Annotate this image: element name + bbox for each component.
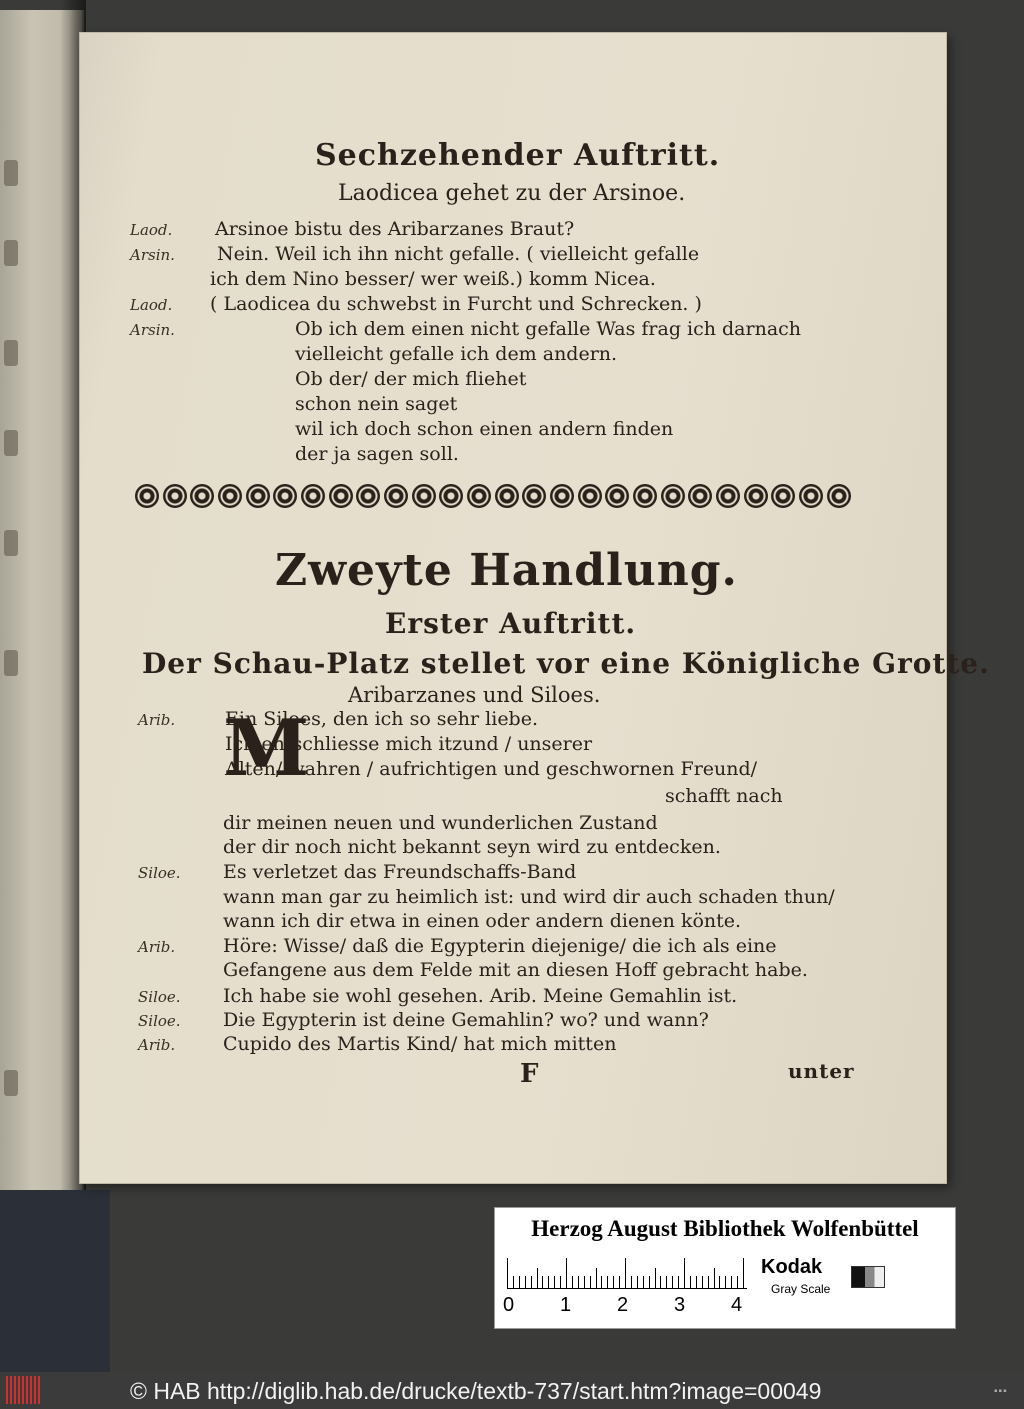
ruler-tick bbox=[708, 1276, 709, 1288]
ornament-icon bbox=[771, 484, 795, 508]
dialogue-line: Arsinoe bistu des Aribarzanes Braut? bbox=[215, 218, 575, 240]
ornament-icon bbox=[467, 484, 491, 508]
ruler-tick bbox=[690, 1276, 691, 1288]
dialogue-line: schafft nach bbox=[665, 785, 783, 807]
ornament-icon bbox=[605, 484, 629, 508]
ruler-tick bbox=[531, 1276, 532, 1288]
ruler-tick bbox=[725, 1276, 726, 1288]
speaker-label: Arib. bbox=[138, 938, 176, 956]
dialogue-line: schon nein saget bbox=[295, 393, 458, 415]
ruler-tick bbox=[519, 1276, 520, 1288]
edge-glyph bbox=[4, 530, 18, 556]
ruler-tick bbox=[601, 1276, 602, 1288]
speaker-label: Siloe. bbox=[138, 988, 181, 1006]
dialogue-line: wann man gar zu heimlich ist: und wird dir auch schaden thun/ bbox=[223, 886, 835, 908]
speaker-label: Siloe. bbox=[138, 864, 181, 882]
scale-ruler bbox=[507, 1254, 747, 1289]
scene-heading: Sechzehender Auftritt. bbox=[315, 138, 721, 173]
dialogue-line: ich dem Nino besser/ wer weiß.) komm Nicea. bbox=[210, 268, 656, 290]
ruler-tick bbox=[649, 1276, 650, 1288]
copyright-url[interactable]: © HAB http://diglib.hab.de/drucke/textb-737/start.htm?image=00049 bbox=[130, 1378, 822, 1404]
ruler-tick bbox=[554, 1276, 555, 1288]
ruler-tick bbox=[672, 1276, 673, 1288]
gray-scale-swatch bbox=[851, 1266, 885, 1288]
speaker-label: Arib. bbox=[138, 711, 176, 729]
dialogue-line: Ob ich dem einen nicht gefalle Was frag ich darnach bbox=[295, 318, 802, 340]
dialogue-line: ( Laodicea du schwebst in Furcht und Schrecken. ) bbox=[210, 293, 702, 315]
dialogue-line: der ja sagen soll. bbox=[295, 443, 459, 465]
kodak-logo: Kodak bbox=[761, 1256, 823, 1278]
ruler-tick bbox=[719, 1276, 720, 1288]
dialogue-line: Ein Siloes, den ich so sehr liebe. bbox=[225, 708, 539, 730]
ornament-icon bbox=[439, 484, 463, 508]
ruler-tick bbox=[578, 1276, 579, 1288]
footer-bar bbox=[0, 1372, 1024, 1409]
ruler-tick bbox=[548, 1276, 549, 1288]
footer-mark: ▪▪▪ bbox=[994, 1386, 1008, 1397]
ruler-number: 3 bbox=[674, 1294, 686, 1316]
ruler-tick bbox=[731, 1276, 732, 1288]
book-page bbox=[80, 33, 990, 1183]
dialogue-line: vielleicht gefalle ich dem andern. bbox=[295, 343, 618, 365]
drop-cap: M bbox=[223, 703, 310, 794]
ruler-tick bbox=[542, 1276, 543, 1288]
ruler-tick bbox=[643, 1276, 644, 1288]
edge-glyph bbox=[4, 160, 18, 186]
speaker-label: Arib. bbox=[138, 1036, 176, 1054]
dialogue-line: Ich entschliesse mich itzund / unserer bbox=[225, 733, 593, 755]
ornament-icon bbox=[633, 484, 657, 508]
ruler-tick bbox=[743, 1258, 744, 1288]
edge-glyph bbox=[4, 240, 18, 266]
library-name: Herzog August Bibliothek Wolfenbüttel bbox=[531, 1216, 919, 1241]
scene2-setting: Der Schau-Platz stellet vor eine Königliche Grotte. bbox=[142, 647, 990, 680]
ruler-tick bbox=[525, 1276, 526, 1288]
ruler-tick bbox=[607, 1276, 608, 1288]
speaker-label: Arsin. bbox=[130, 246, 175, 264]
ruler-tick bbox=[625, 1258, 626, 1288]
ruler-tick bbox=[566, 1258, 567, 1288]
ornament-icon bbox=[246, 484, 270, 508]
ruler-tick bbox=[660, 1276, 661, 1288]
ornament-icon bbox=[356, 484, 380, 508]
ornament-icon bbox=[190, 484, 214, 508]
ruler-number: 2 bbox=[617, 1294, 629, 1316]
ruler-tick bbox=[714, 1268, 715, 1288]
ornament-icon bbox=[578, 484, 602, 508]
ruler-tick bbox=[666, 1276, 667, 1288]
dialogue-line: Die Egypterin ist deine Gemahlin? wo? und wann? bbox=[223, 1009, 709, 1031]
ruler-tick bbox=[696, 1276, 697, 1288]
act-title: Zweyte Handlung. bbox=[275, 545, 738, 596]
ornament-icon bbox=[716, 484, 740, 508]
ornament-icon bbox=[301, 484, 325, 508]
ruler-tick bbox=[572, 1276, 573, 1288]
ornament-icon bbox=[550, 484, 574, 508]
ornament-icon bbox=[135, 484, 159, 508]
catchword: unter bbox=[788, 1059, 855, 1083]
ruler-tick bbox=[560, 1276, 561, 1288]
ornament-icon bbox=[827, 484, 851, 508]
ornament-icon bbox=[799, 484, 823, 508]
ruler-tick bbox=[619, 1276, 620, 1288]
speaker-label: Laod. bbox=[130, 221, 173, 239]
scene-subheading: Laodicea gehet zu der Arsinoe. bbox=[338, 181, 686, 206]
ruler-number: 4 bbox=[731, 1294, 743, 1316]
edge-glyph bbox=[4, 340, 18, 366]
ruler-tick bbox=[655, 1268, 656, 1288]
ornament-icon bbox=[688, 484, 712, 508]
dialogue-line: dir meinen neuen und wunderlichen Zustand bbox=[223, 812, 658, 834]
ruler-tick bbox=[584, 1276, 585, 1288]
book-binding bbox=[0, 1190, 110, 1372]
scene2-persons: Aribarzanes und Siloes. bbox=[348, 683, 601, 707]
color-reference-card bbox=[494, 1207, 956, 1329]
dialogue-line: Höre: Wisse/ daß die Egypterin diejenige/ die ich als eine bbox=[223, 935, 777, 957]
ruler-tick bbox=[637, 1276, 638, 1288]
barcode-icon bbox=[6, 1376, 42, 1404]
ornament-icon bbox=[661, 484, 685, 508]
ruler-tick bbox=[613, 1276, 614, 1288]
dialogue-line: Gefangene aus dem Felde mit an diesen Hoff gebracht habe. bbox=[223, 959, 808, 981]
ornament-icon bbox=[218, 484, 242, 508]
kodak-subtitle: Gray Scale bbox=[771, 1282, 831, 1296]
ornament-icon bbox=[384, 484, 408, 508]
dialogue-line: Es verletzet das Freundschaffs-Band bbox=[223, 861, 577, 883]
dialogue-line: der dir noch nicht bekannt seyn wird zu entdecken. bbox=[223, 836, 721, 858]
ruler-tick bbox=[684, 1258, 685, 1288]
edge-glyph bbox=[4, 430, 18, 456]
dialogue-line: Cupido des Martis Kind/ hat mich mitten bbox=[223, 1033, 617, 1055]
ornament-icon bbox=[522, 484, 546, 508]
dialogue-line: Ob der/ der mich fliehet bbox=[295, 368, 527, 390]
ruler-tick bbox=[737, 1276, 738, 1288]
ruler-tick bbox=[596, 1268, 597, 1288]
ornament-icon bbox=[744, 484, 768, 508]
ruler-tick bbox=[678, 1276, 679, 1288]
ornament-icon bbox=[412, 484, 436, 508]
edge-glyph bbox=[4, 1070, 18, 1096]
dialogue-line: Alten/ wahren / aufrichtigen und geschwornen Freund/ bbox=[225, 758, 758, 780]
ruler-tick bbox=[590, 1276, 591, 1288]
dialogue-line: wil ich doch schon einen andern finden bbox=[295, 418, 674, 440]
ruler-tick bbox=[537, 1268, 538, 1288]
ornament-icon bbox=[329, 484, 353, 508]
ruler-tick bbox=[631, 1276, 632, 1288]
speaker-label: Siloe. bbox=[138, 1012, 181, 1030]
dialogue-line: wann ich dir etwa in einen oder andern dienen könte. bbox=[223, 910, 742, 932]
ruler-tick bbox=[507, 1258, 508, 1288]
ruler-tick bbox=[513, 1276, 514, 1288]
signature-mark: F bbox=[520, 1059, 540, 1089]
ruler-number: 1 bbox=[560, 1294, 572, 1316]
ruler-tick bbox=[702, 1276, 703, 1288]
dialogue-line: Ich habe sie wohl gesehen. Arib. Meine Gemahlin ist. bbox=[223, 985, 738, 1007]
ruler-number: 0 bbox=[503, 1294, 515, 1316]
scene2-title: Erster Auftritt. bbox=[385, 607, 637, 640]
ornament-icon bbox=[163, 484, 187, 508]
speaker-label: Laod. bbox=[130, 296, 173, 314]
edge-glyph bbox=[4, 650, 18, 676]
dialogue-line: Nein. Weil ich ihn nicht gefalle. ( vielleicht gefalle bbox=[217, 243, 700, 265]
speaker-label: Arsin. bbox=[130, 321, 175, 339]
ornament-divider bbox=[135, 482, 851, 510]
ornament-icon bbox=[495, 484, 519, 508]
ornament-icon bbox=[273, 484, 297, 508]
